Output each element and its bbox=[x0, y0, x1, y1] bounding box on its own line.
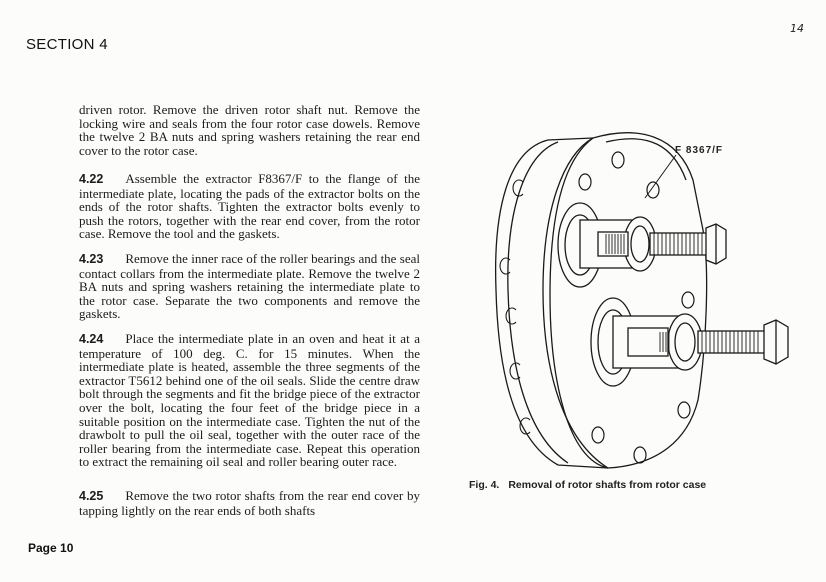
paragraph-number: 4.22 bbox=[79, 172, 104, 186]
page-number: Page 10 bbox=[28, 541, 74, 555]
intro-paragraph bbox=[79, 103, 420, 157]
plate-bolt-heads bbox=[579, 152, 694, 463]
paragraph-4-24 bbox=[79, 332, 420, 469]
figure-number: Fig. 4. bbox=[469, 479, 500, 491]
paragraph-number: 4.24 bbox=[79, 332, 104, 346]
paragraph-4-22 bbox=[79, 172, 420, 241]
upper-screw-thread bbox=[606, 234, 624, 254]
plate-edge bbox=[606, 139, 686, 180]
case-dowel-marks bbox=[500, 180, 530, 434]
figure-caption bbox=[469, 479, 706, 491]
rotor-extractor-illustration bbox=[488, 120, 818, 470]
part-number-label: F 8367/F bbox=[675, 145, 724, 156]
paragraph-4-23 bbox=[79, 252, 420, 321]
paragraph-text: Place the intermediate plate in an oven and heat it at a temperature of 100 deg. C. for 15 minutes. When the intermediate plate is heated, assemble the three segments of the extractor T5612 behind one of the oil seals. Slide the centre draw bolt through the segments and fit the bridge piece of the extractor over the bolt, locating the four feet of the bridge piece in a suitable position on the intermediate case. Tighten the nut of the drawbolt to pull the oil seal, together with the outer race of the roller bearing from the intermediate case. Repeat this operation to extract the remaining oil seal and roller bearing outer race. bbox=[79, 331, 420, 470]
paragraph-text: driven rotor. Remove the driven rotor shaft nut. Remove the locking wire and seals from the four rotor case dowels. Remove the twelve 2 BA nuts and spring washers retaining the rear end cover to the rotor case. bbox=[79, 102, 420, 158]
paragraph-number: 4.23 bbox=[79, 252, 104, 266]
rotor-case-outline bbox=[496, 138, 608, 468]
figure-caption-text: Removal of rotor shafts from rotor case bbox=[508, 479, 707, 491]
handwritten-page-mark: 14 bbox=[790, 22, 804, 35]
paragraph-number: 4.25 bbox=[79, 489, 104, 503]
paragraph-text: Remove the two rotor shafts from the rear end cover by tapping lightly on the rear ends of both shafts bbox=[79, 488, 420, 518]
upper-extractor bbox=[558, 203, 726, 287]
lower-bolt-thread bbox=[702, 331, 758, 353]
paragraph-text: Assemble the extractor F8367/F to the flange of the intermediate plate, locating the pads of the extractor bolts on the ends of the rotor shafts. Tighten the extractor bolts evenly to push the rotors, together with the rear end cover, from the rotor case. Remove the tool and the gaskets. bbox=[79, 171, 420, 242]
paragraph-text: Remove the inner race of the roller bearings and the seal contact collars from the intermediate plate. Remove the twelve 2 BA nuts and spring washers retaining the intermediate plate to the rotor case. Separate the two components and remove the gaskets. bbox=[79, 251, 420, 322]
label-leader-line bbox=[645, 155, 676, 198]
paragraph-4-25 bbox=[79, 489, 420, 517]
lower-extractor bbox=[591, 298, 788, 386]
section-heading: SECTION 4 bbox=[26, 36, 108, 53]
